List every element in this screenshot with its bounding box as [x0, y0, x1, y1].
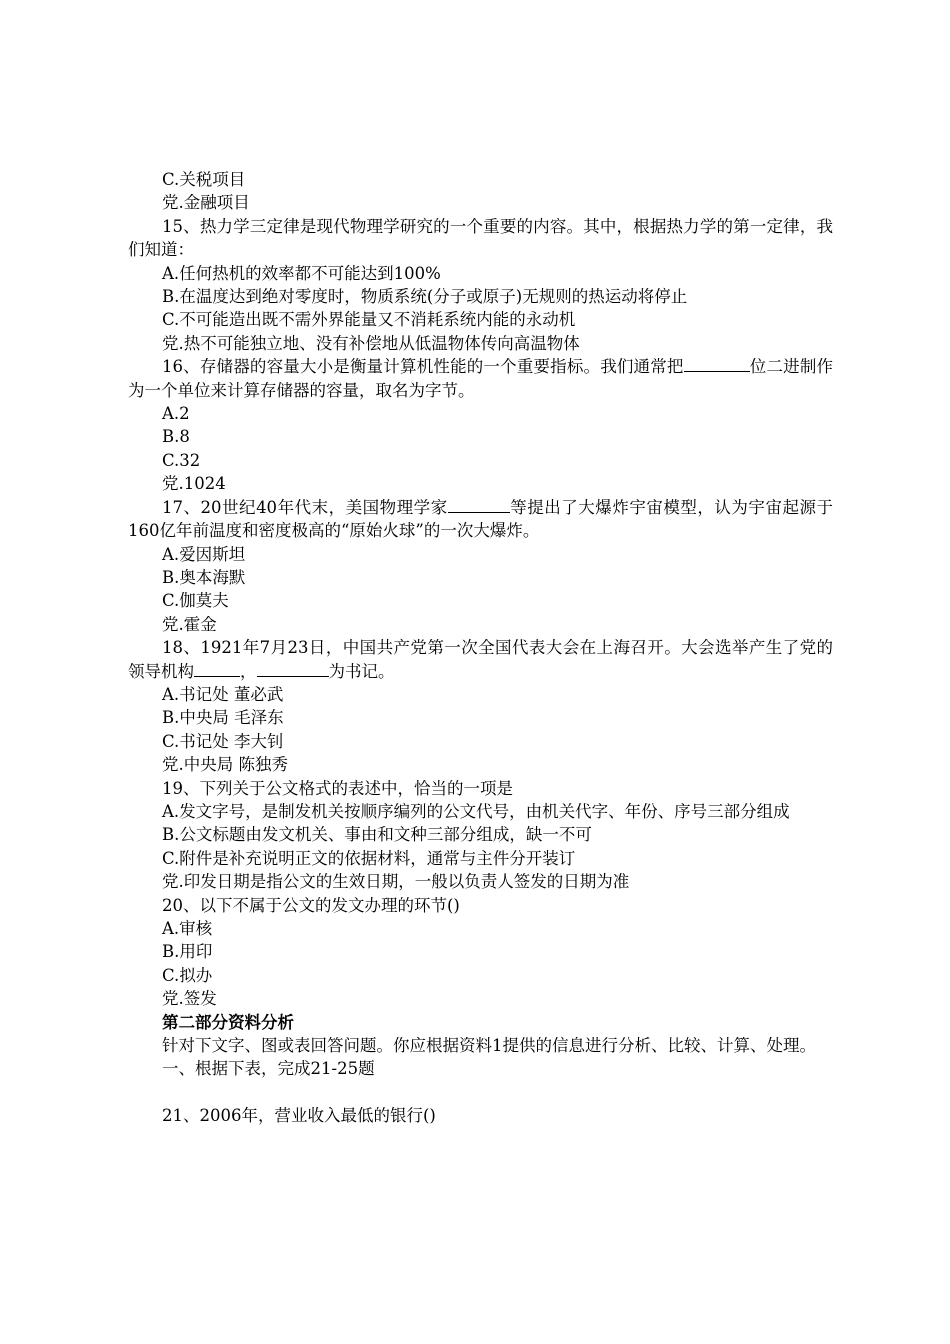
option-c-q18: C.书记处 李大钊	[162, 731, 284, 751]
answer-blank	[194, 660, 240, 677]
document-body	[128, 168, 833, 1128]
option-c-q17: C.伽莫夫	[162, 591, 229, 611]
question-16-part2: 位二进制作为一个单位来计算存储器的容量，取名为字节。	[128, 357, 833, 400]
question-18-part3: 为书记。	[328, 661, 395, 681]
option-a-q16: A.2	[162, 404, 190, 424]
option-d-q15: 党.热不可能独立地、没有补偿地从低温物体传向高温物体	[162, 333, 580, 353]
answer-blank	[684, 355, 750, 372]
subsection-intro: 一、根据下表，完成21-25题	[162, 1059, 375, 1079]
option-b-q15: B.在温度达到绝对零度时，物质系统(分子或原子)无规则的热运动将停止	[162, 287, 688, 307]
question-17-part1: 17、20世纪40年代末，美国物理学家	[162, 497, 448, 517]
question-18-part2: ，	[240, 661, 257, 681]
question-19: 19、下列关于公文格式的表述中，恰当的一项是	[162, 778, 513, 798]
option-d-q17: 党.霍金	[162, 614, 217, 634]
option-b-q17: B.奥本海默	[162, 567, 246, 587]
option-a-q18: A.书记处 董必武	[162, 684, 284, 704]
question-17-part2: 等提出了大爆炸宇宙模型，认为宇宙起源于160亿年前温度和密度极高的“原始火球”的一次大爆炸。	[128, 497, 833, 541]
option-c-q15: C.不可能造出既不需外界能量又不消耗系统内能的永动机	[162, 310, 576, 330]
question-17	[128, 496, 833, 543]
blank-space	[128, 1081, 833, 1104]
option-d-q19: 党.印发日期是指公文的生效日期，一般以负责人签发的日期为准	[162, 872, 630, 892]
option-a-q20: A.审核	[162, 919, 213, 938]
option-b-q18: B.中央局 毛泽东	[162, 708, 284, 728]
option-d-q14: 党.金融项目	[162, 193, 250, 213]
option-c-q20: C.拟办	[162, 965, 213, 985]
question-18-part1: 18、1921年7月23日，中国共产党第一次全国代表大会在上海召开。大会选举产生了党的领导机构	[128, 638, 833, 681]
question-21: 21、2006年，营业收入最低的银行()	[162, 1106, 436, 1126]
option-d-q18: 党.中央局 陈独秀	[162, 755, 288, 775]
option-c-q14: C.关税项目	[162, 170, 246, 189]
question-18	[128, 636, 833, 683]
option-a-q17: A.爱因斯坦	[162, 544, 246, 564]
option-c-q16: C.32	[162, 450, 201, 470]
question-15: 15、热力学三定律是现代物理学研究的一个重要的内容。其中，根据热力学的第一定律，我们知道：	[128, 216, 833, 260]
answer-blank	[448, 496, 510, 513]
option-b-q19: B.公文标题由发文机关、事由和文种三部分组成，缺一不可	[162, 825, 592, 845]
option-a-q19: A.发文字号，是制发机关按顺序编列的公文代号，由机关代字、年份、序号三部分组成	[162, 801, 790, 821]
answer-blank	[257, 660, 329, 677]
question-16-part1: 16、存储器的容量大小是衡量计算机性能的一个重要指标。我们通常把	[162, 357, 684, 377]
section-heading: 第二部分资料分析	[162, 1012, 294, 1032]
question-20: 20、以下不属于公文的发文办理的环节()	[162, 895, 460, 915]
option-a-q15: A.任何热机的效率都不可能达到100%	[162, 263, 441, 283]
option-d-q16: 党.1024	[162, 474, 226, 494]
option-c-q19: C.附件是补充说明正文的依据材料，通常与主件分开装订	[162, 848, 576, 868]
option-b-q16: B.8	[162, 427, 190, 447]
question-16	[128, 355, 833, 402]
option-b-q20: B.用印	[162, 942, 213, 962]
section-instructions: 针对下文字、图或表回答问题。你应根据资料1提供的信息进行分析、比较、计算、处理。	[162, 1036, 816, 1056]
option-d-q20: 党.签发	[162, 989, 217, 1009]
